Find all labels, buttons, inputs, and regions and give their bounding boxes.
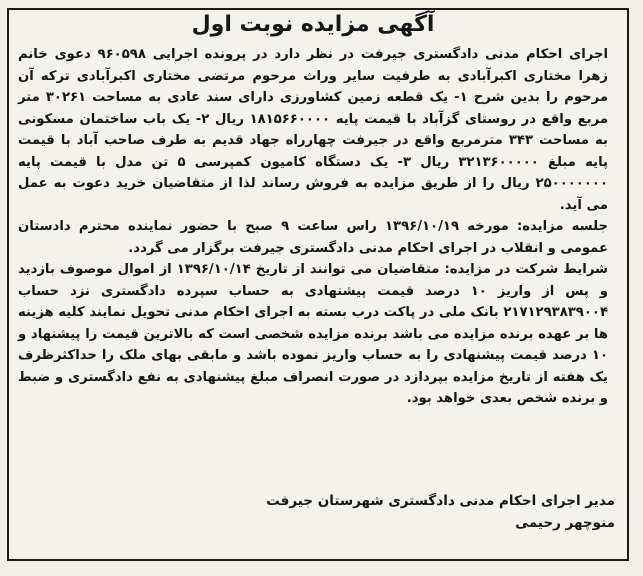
auction-session: جلسه مزایده: مورخه ۱۳۹۶/۱۰/۱۹ راس ساعت ۹ صبح با حضور نماینده محترم دادستان عمومی و انقلاب در اجرای احکام مدنی دادگستری جیرفت برگزار می گردد. <box>18 219 608 256</box>
notice-title: آگهی مزایده نوبت اول <box>191 12 435 37</box>
signer-name: منوچهر رحیمی <box>515 515 615 531</box>
signature-block <box>266 490 615 534</box>
signer-title: مدیر اجرای احکام مدنی دادگستری شهرستان جیرفت <box>266 493 615 509</box>
notice-body: اجرای احکام مدنی دادگستری جیرفت در نظر دارد در پرونده اجرایی ۹۶۰۵۹۸ دعوی خانم زهرا مختاری اکبرآبادی به طرفیت سایر وراث مرحوم مرتضی مختاری اکبرآبادی ترکه آن مرحوم را بدین شرح ۱- یک قطعه زمین کشاورزی دارای سند عادی به مساحت ۳۰۲۶۱ متر مربع واقع در روستای گزآباد با قیمت پایه ۱۸۱۵۶۶۰۰۰۰ ریال ۲- یک باب ساختمان مسکونی به مساحت ۳۴۳ مترمربع واقع در جیرفت چهارراه جهاد قدیم به طرف صاحب آباد با قیمت پایه مبلغ ۳۲۱۳۶۰۰۰۰۰ ریال ۳- یک دستگاه کامیون کمپرسی ۵ تن مدل با قیمت پایه ۲۵۰۰۰۰۰۰۰ ریال را از طریق مزایده به فروش رساند لذا از متقاضیان خرید دعوت به عمل می آید. <box>18 47 609 213</box>
auction-notice <box>18 12 608 410</box>
participation-conditions: شرایط شرکت در مزایده: متقاضیان می توانند از تاریخ ۱۳۹۶/۱۰/۱۴ از اموال موصوف بازدید و پس از واریز ۱۰ درصد قیمت پیشنهادی به حساب سپرده دادگستری نزد حساب ۲۱۷۱۲۹۳۸۳۹۰۰۴ بانک ملی در پاکت درب بسته به اجرای احکام مدنی تحویل نمایند کلیه هزینه ها بر عهده برنده مزایده می باشد برنده مزایده شخصی است که بالاترین قیمت را پیشنهاد و ۱۰ درصد قیمت پیشنهادی را به حساب واریز نموده باشد و مابقی بهای ملک را حداکثرظرف یک هفته از تاریخ مزایده بپردازد در صورت انصراف مبلغ پیشنهادی به نفع دادگستری و ضبط و برنده شخص بعدی خواهد بود. <box>18 262 609 406</box>
